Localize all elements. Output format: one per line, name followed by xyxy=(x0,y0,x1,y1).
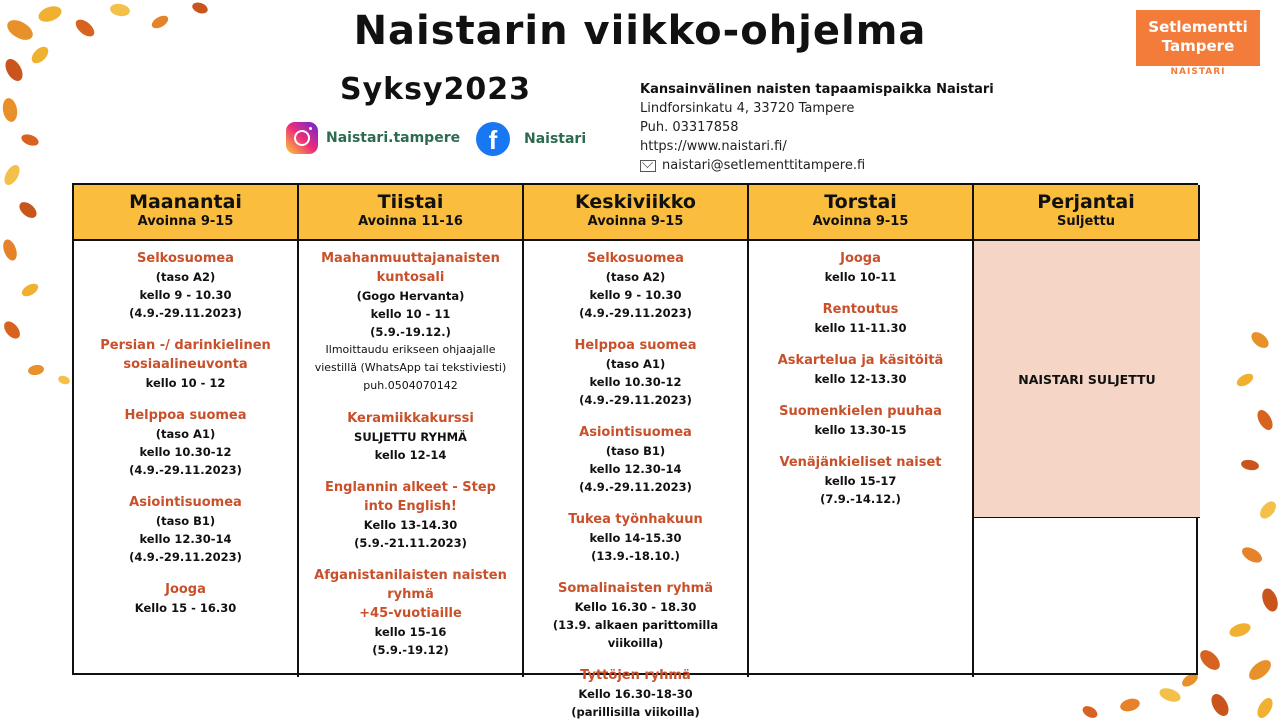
activity-detail: (4.9.-29.11.2023) xyxy=(129,550,242,564)
day-header xyxy=(299,185,524,241)
activity-detail: (4.9.-29.11.2023) xyxy=(129,306,242,320)
activity xyxy=(74,336,297,392)
activity-detail: viikoilla) xyxy=(607,636,664,650)
activity-detail: kello 12.30-14 xyxy=(589,462,682,476)
activity xyxy=(524,579,747,652)
activity-detail: (4.9.-29.11.2023) xyxy=(579,306,692,320)
contact-email[interactable]: naistari@setlementtitampere.fi xyxy=(662,158,866,173)
day-column xyxy=(299,241,524,677)
day-header xyxy=(74,185,299,241)
activity-name: sosiaalineuvonta xyxy=(123,357,248,372)
activity-detail: SULJETTU RYHMÄ xyxy=(354,430,467,444)
activity-name: Venäjänkieliset naiset xyxy=(779,455,942,470)
activity-name: Jooga xyxy=(165,582,206,597)
activity xyxy=(524,249,747,322)
activity-detail: (taso A2) xyxy=(155,270,216,284)
logo-line1: Setlementti xyxy=(1148,18,1248,36)
activity xyxy=(749,351,972,388)
contact-phone: Puh. 03317858 xyxy=(640,120,739,135)
activity xyxy=(74,406,297,479)
logo xyxy=(1136,10,1260,66)
activity-detail: (taso A1) xyxy=(605,357,666,371)
activity-detail: kello 14-15.30 xyxy=(589,531,682,545)
activity xyxy=(299,409,522,464)
activity xyxy=(749,402,972,439)
activity-detail: kello 15-17 xyxy=(824,474,897,488)
day-column xyxy=(749,241,974,677)
season-subtitle: Syksy2023 xyxy=(340,72,532,107)
activity-detail: (5.9.-19.12) xyxy=(372,643,449,657)
activity xyxy=(524,666,747,721)
activity-name: Afganistanilaisten naisten xyxy=(314,568,507,583)
day-name: Maanantai xyxy=(129,191,242,213)
day-hours: Avoinna 9-15 xyxy=(587,214,684,229)
contact-name: Kansainvälinen naisten tapaamispaikka Naistari xyxy=(640,82,994,97)
activity-name: Suomenkielen puuhaa xyxy=(779,404,942,419)
day-column xyxy=(524,241,749,719)
activity-name: Askartelua ja käsitöitä xyxy=(777,353,944,368)
day-header xyxy=(749,185,974,241)
activity-detail: Kello 13-14.30 xyxy=(363,518,458,532)
activity-detail: (13.9.-18.10.) xyxy=(591,549,680,563)
mail-icon xyxy=(640,160,656,172)
activity-detail: (7.9.-14.12.) xyxy=(820,492,901,506)
activity-detail: kello 11-11.30 xyxy=(814,321,907,335)
activity xyxy=(749,249,972,286)
activity-detail: kello 13.30-15 xyxy=(814,423,907,437)
activity xyxy=(524,336,747,409)
activity-detail: (taso A1) xyxy=(155,427,216,441)
day-name: Keskiviikko xyxy=(575,191,696,213)
instagram-link[interactable] xyxy=(286,122,460,154)
activity-name: Asiointisuomea xyxy=(129,495,242,510)
day-column xyxy=(974,241,1200,677)
contact-website[interactable]: https://www.naistari.fi/ xyxy=(640,139,787,154)
logo-line2: Tampere xyxy=(1161,37,1235,55)
activity-detail: (4.9.-29.11.2023) xyxy=(579,480,692,494)
activity-note: Ilmoittaudu erikseen ohjaajalle xyxy=(325,343,496,356)
activity-detail: kello 12.30-14 xyxy=(139,532,232,546)
activity-name: +45-vuotiaille xyxy=(359,606,462,621)
activity-name: Helppoa suomea xyxy=(574,338,697,353)
activity-name: ryhmä xyxy=(387,587,434,602)
activity-detail: kello 12-13.30 xyxy=(814,372,907,386)
activity-detail: (13.9. alkaen parittomilla xyxy=(552,618,719,632)
activity xyxy=(74,580,297,617)
activity xyxy=(749,300,972,337)
day-header xyxy=(524,185,749,241)
activity xyxy=(299,478,522,552)
activity-detail: (taso A2) xyxy=(605,270,666,284)
activity-detail: (parillisilla viikoilla) xyxy=(571,705,700,719)
contact-email-row xyxy=(640,156,994,175)
activity-name: Helppoa suomea xyxy=(124,408,247,423)
activity xyxy=(524,423,747,496)
activity-detail: kello 10.30-12 xyxy=(589,375,682,389)
activity-detail: (4.9.-29.11.2023) xyxy=(579,393,692,407)
day-hours: Avoinna 11-16 xyxy=(358,214,463,229)
activity-note: viestillä (WhatsApp tai tekstiviesti) xyxy=(314,361,507,374)
activity-detail: (Gogo Hervanta) xyxy=(356,289,465,303)
activity-name: Selkosuomea xyxy=(587,251,684,266)
activity xyxy=(524,510,747,565)
logo-sub: NAISTARI xyxy=(1170,67,1226,77)
activity-name: Maahanmuuttajanaisten xyxy=(321,251,500,266)
activity-detail: (4.9.-29.11.2023) xyxy=(129,463,242,477)
day-column xyxy=(74,241,299,677)
day-hours: Suljettu xyxy=(1056,214,1116,229)
day-name: Torstai xyxy=(824,191,897,213)
instagram-icon xyxy=(286,122,318,154)
day-name: Tiistai xyxy=(377,191,444,213)
facebook-icon: f xyxy=(476,122,510,156)
activity-name: Tukea työnhakuun xyxy=(568,512,703,527)
activity-name: Somalinaisten ryhmä xyxy=(557,581,714,596)
day-hours: Avoinna 9-15 xyxy=(137,214,234,229)
activity-detail: (taso B1) xyxy=(605,444,666,458)
activity-detail: kello 9 - 10.30 xyxy=(139,288,232,302)
activity-name: Englannin alkeet - Step xyxy=(325,480,496,495)
activity-detail: kello 10 - 11 xyxy=(370,307,451,321)
weekly-schedule-table xyxy=(72,183,1198,719)
activity-name: Rentoutus xyxy=(822,302,899,317)
activity-name: Jooga xyxy=(840,251,881,266)
activity xyxy=(299,249,522,395)
activity-detail: kello 10 - 12 xyxy=(145,376,226,390)
page-title: Naistarin viikko-ohjelma xyxy=(353,8,927,54)
activity-detail: kello 10-11 xyxy=(824,270,897,284)
activity-name: Tyttöjen ryhmä xyxy=(580,668,691,683)
activity-name: kuntosali xyxy=(376,270,445,285)
activity-name: into English! xyxy=(364,499,457,514)
activity xyxy=(74,249,297,322)
contact-info xyxy=(640,80,994,175)
facebook-handle: Naistari xyxy=(524,131,587,147)
activity-name: Asiointisuomea xyxy=(579,425,692,440)
activity-detail: kello 10.30-12 xyxy=(139,445,232,459)
day-name: Perjantai xyxy=(1037,191,1135,213)
activity-detail: (5.9.-19.12.) xyxy=(370,325,451,339)
activity-name: Persian -/ darinkielinen xyxy=(100,338,271,353)
facebook-link[interactable] xyxy=(476,122,586,156)
activity xyxy=(299,566,522,659)
activity-name: Selkosuomea xyxy=(137,251,234,266)
activity-name: Keramiikkakurssi xyxy=(347,411,474,426)
activity-detail: (taso B1) xyxy=(155,514,216,528)
contact-address: Lindforsinkatu 4, 33720 Tampere xyxy=(640,101,855,116)
activity-detail: kello 15-16 xyxy=(374,625,447,639)
activity-note: puh.0504070142 xyxy=(363,379,458,392)
day-header xyxy=(974,185,1200,241)
activity-detail: (5.9.-21.11.2023) xyxy=(354,536,467,550)
activity-detail: Kello 15 - 16.30 xyxy=(134,601,237,615)
activity-detail: Kello 16.30 - 18.30 xyxy=(574,600,697,614)
closed-notice: NAISTARI SULJETTU xyxy=(974,241,1200,518)
activity xyxy=(74,493,297,566)
day-hours: Avoinna 9-15 xyxy=(812,214,909,229)
activity-detail: Kello 16.30-18-30 xyxy=(578,687,693,701)
activity-detail: kello 12-14 xyxy=(374,448,447,462)
activity-detail: kello 9 - 10.30 xyxy=(589,288,682,302)
instagram-handle: Naistari.tampere xyxy=(326,130,461,146)
activity xyxy=(749,453,972,508)
